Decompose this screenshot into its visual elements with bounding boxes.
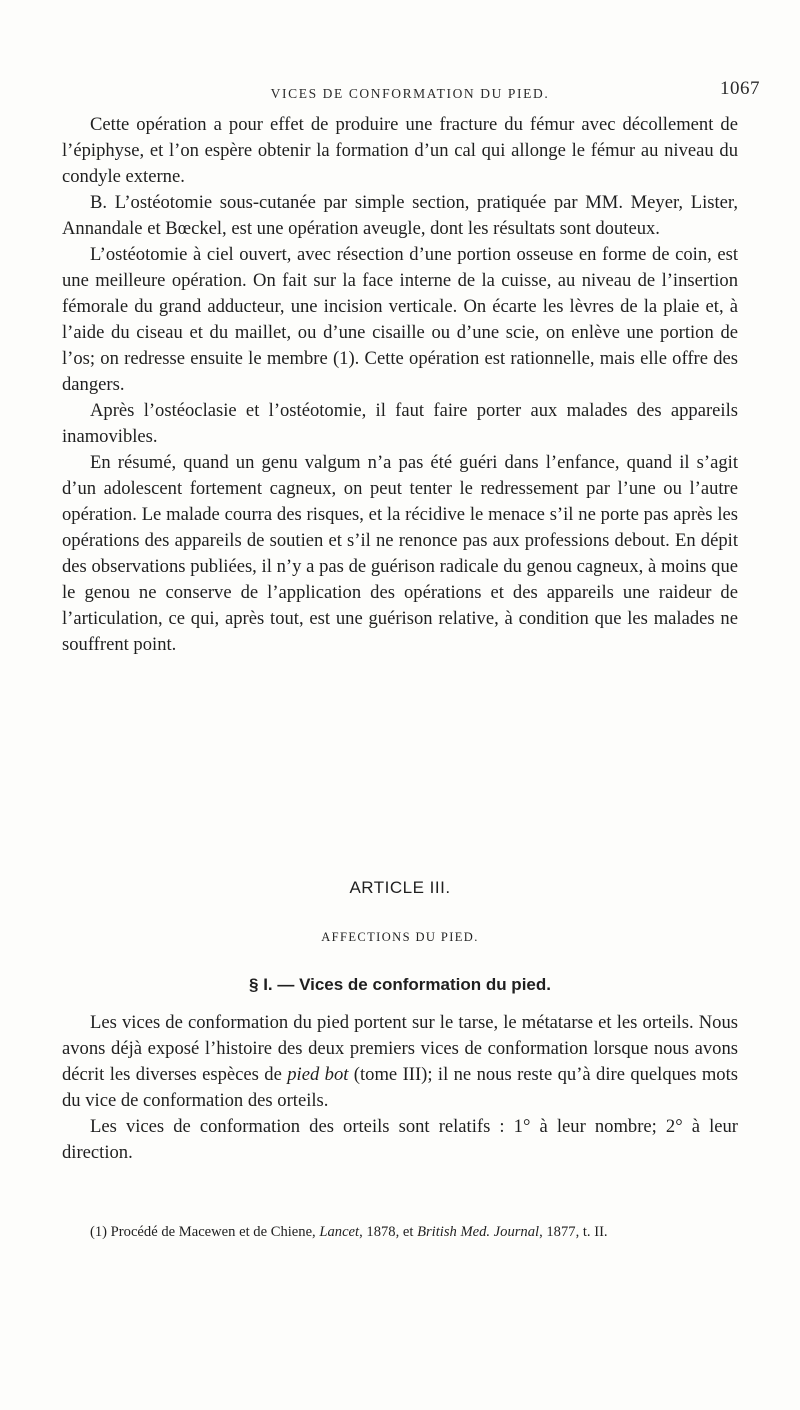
paragraph-2: B. L’ostéotomie sous-cutanée par simple section, pratiquée par MM. Meyer, Lister, Annandale et Bœckel, est une opération aveugle, dont les résultats sont douteux. [62, 192, 738, 239]
paragraph-4: Après l’ostéoclasie et l’ostéotomie, il faut faire porter aux malades des appareils inamovibles. [62, 400, 738, 447]
paragraph-5: En résumé, quand un genu valgum n’a pas été guéri dans l’enfance, quand il s’agit d’un adolescent fortement cagneux, on peut tenter le redressement par l’une ou l’autre opération. Le malade courra des risques, et la récidive le menace s’il ne porte pas après les opérations des appareils de soutien et s’il ne renonce pas aux professions debout. En dépit des observations publiées, il n’y a pas de guérison radicale du genou cagneux, à moins que le genou ne conserve de l’application des opérations et des appareils une raideur de l’articulation, ce qui, après tout, est une guérison relative, à condition que les malades ne souffrent point. [62, 452, 738, 655]
section-heading: § I. — Vices de conformation du pied. [249, 975, 551, 994]
running-title: VICES DE CONFORMATION DU PIED. [270, 86, 550, 101]
chapter-subheading: AFFECTIONS DU PIED. [321, 930, 479, 944]
footnote-journal: British Med. Journal [417, 1224, 540, 1240]
body-text-bottom [62, 1010, 738, 1166]
footnote-start: (1) Procédé de Macewen et de Chiene, [90, 1224, 320, 1240]
article-heading: ARTICLE III. [349, 878, 451, 897]
pied-bot-term: pied bot [287, 1064, 349, 1085]
footnote-lancet: Lancet [319, 1224, 360, 1240]
footnote-end: , 1877, t. II. [539, 1224, 608, 1240]
paragraph-3: L’ostéotomie à ciel ouvert, avec résection d’une portion osseuse en forme de coin, est une meilleure opération. On fait sur la face interne de la cuisse, au niveau de l’insertion fémorale du grand adducteur, une incision verticale. On écarte les lèvres de la plaie et, à l’aide du ciseau et du maillet, ou d’une cisaille ou d’une scie, on enlève une portion de l’os; on redresse ensuite le membre (1). Cette opération est rationnelle, mais elle offre des dangers. [62, 244, 738, 395]
paragraph-6-start: Les vices de conformation du pied portent sur le tarse, le métatarse et les orteils. Nous avons déjà exposé l’histoire des deux premiers vices de conformation lorsque nous avons décrit les diverses espèces de [62, 1012, 738, 1085]
paragraph-7: Les vices de conformation des orteils sont relatifs : 1° à leur nombre; 2° à leur direction. [62, 1116, 738, 1163]
paragraph-6-end: (tome III); il ne nous reste qu’à dire quelques mots du vice de conformation des orteils. [62, 1064, 738, 1111]
footnote [62, 1223, 738, 1241]
page-number: 1067 [720, 78, 760, 99]
paragraph-6 [62, 1010, 738, 1114]
running-head [60, 78, 760, 110]
body-text-top [62, 112, 738, 658]
paragraph-1: Cette opération a pour effet de produire une fracture du fémur avec décollement de l’épiphyse, et l’on espère obtenir la formation d’un cal qui allonge le fémur au niveau du condyle externe. [62, 114, 738, 187]
footnote-middle: , 1878, et [359, 1224, 418, 1240]
